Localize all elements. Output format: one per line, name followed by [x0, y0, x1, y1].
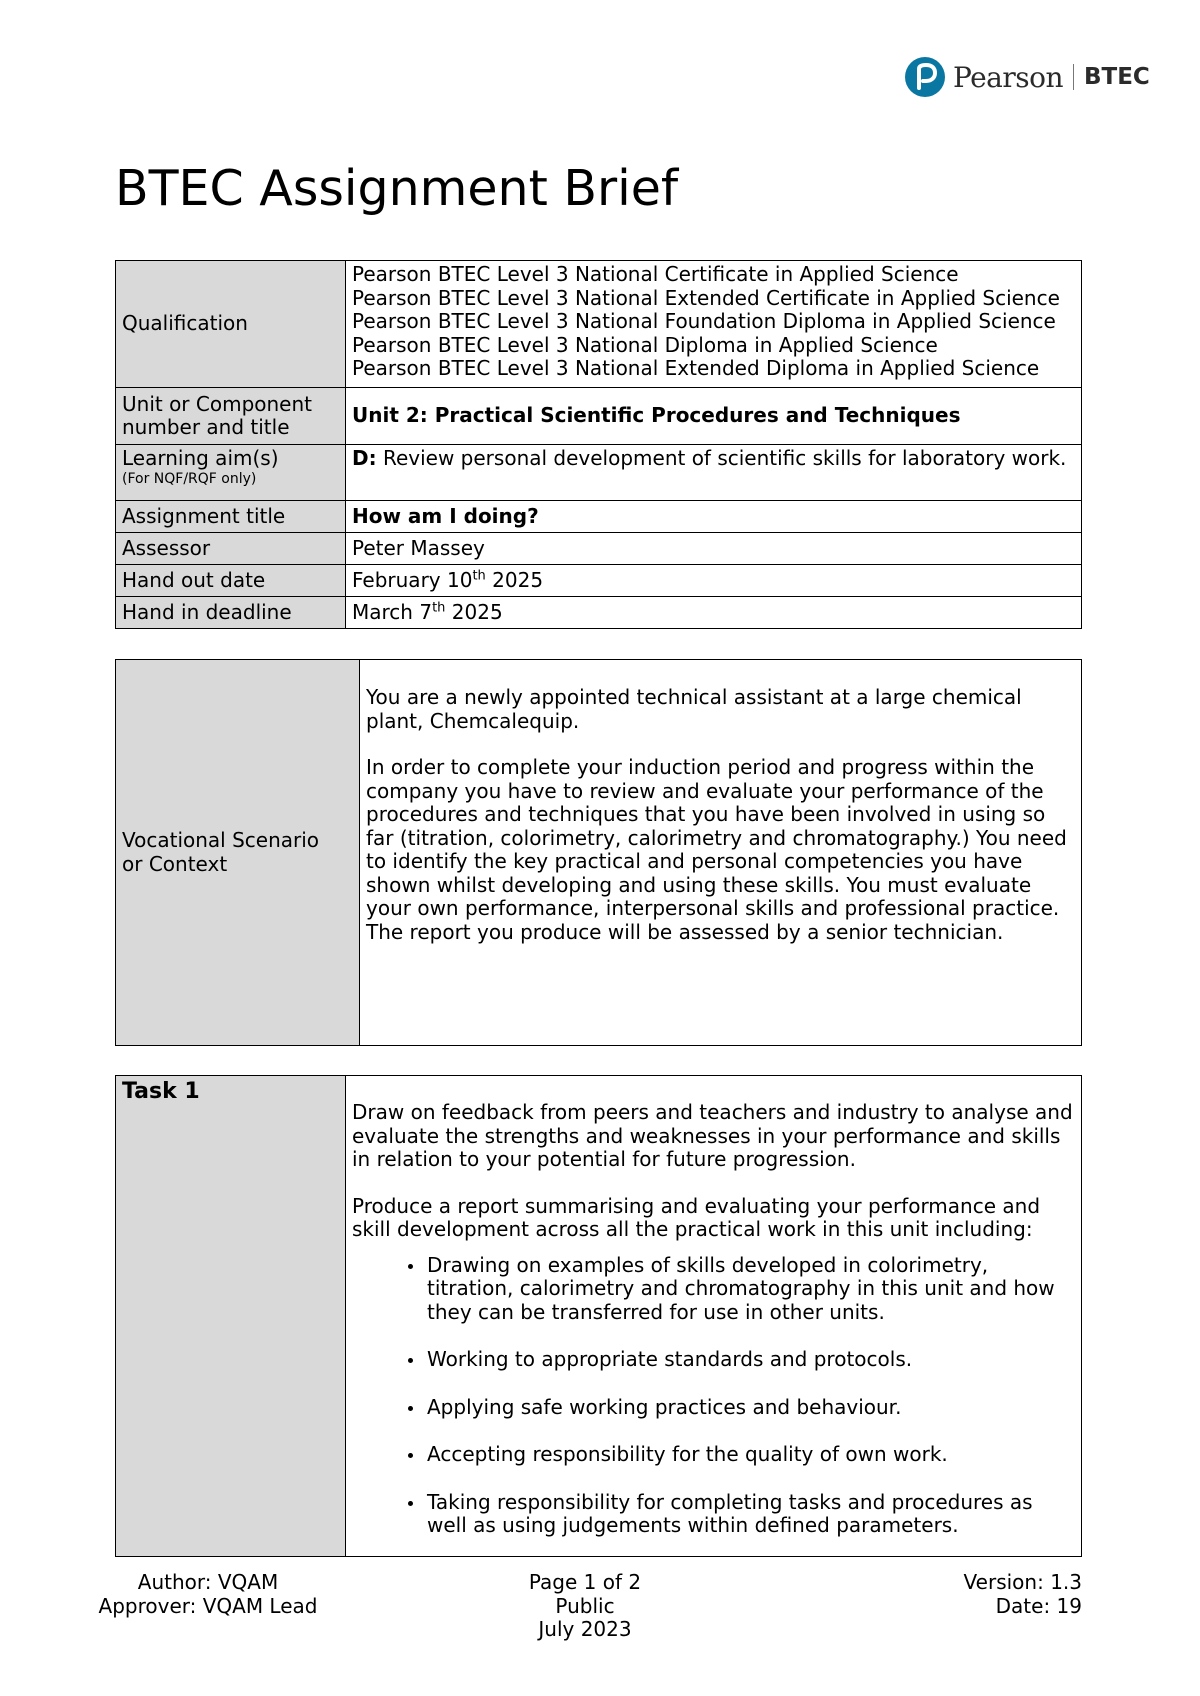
deadline-value — [346, 597, 1082, 629]
qualification-row — [116, 261, 1082, 388]
task-bullet-item: • Accepting responsibility for the quality of own work. — [425, 1443, 1075, 1467]
task-bullet-list — [352, 1254, 1075, 1538]
learning-aim-row — [116, 445, 1082, 501]
footer-page-number: Page 1 of 2 — [528, 1570, 642, 1594]
learning-aim-label-text: Learning aim(s) — [122, 446, 279, 470]
unit-row — [116, 388, 1082, 445]
learning-aim-label — [116, 445, 346, 501]
learning-aim-value — [346, 445, 1082, 501]
footer-date-continued: July 2023 — [538, 1617, 632, 1641]
assignment-title-label: Assignment title — [116, 501, 346, 533]
pearson-btec-logo — [905, 52, 1150, 102]
scenario-row — [116, 660, 1082, 1046]
hand-out-date-post: 2025 — [485, 567, 544, 592]
qualification-label: Qualification — [116, 261, 346, 388]
hand-out-date-pre: February 10 — [352, 567, 473, 592]
footer-author: Author: VQAM — [137, 1570, 279, 1594]
footer-classification: Public — [555, 1593, 615, 1618]
footer-date: Date: 19 — [995, 1593, 1082, 1618]
deadline-date-pre: March 7 — [352, 599, 433, 624]
logo-brand-text: Pearson — [953, 60, 1063, 94]
deadline-date-post: 2025 — [445, 599, 503, 624]
scenario-paragraph: You are a newly appointed technical assistant at a large chemical plant, Chemcalequip. — [366, 685, 1022, 733]
document-title: BTEC Assignment Brief — [115, 160, 679, 217]
task-bullet-item: • Drawing on examples of skills developed in colorimetry, titration, calorimetry and chromatography in this unit and how they can be transferred for use in other units. — [425, 1254, 1075, 1325]
footer-version: Version: 1.3 — [963, 1570, 1082, 1594]
qualification-line: Pearson BTEC Level 3 National Certificate in Applied Science — [352, 262, 959, 286]
qualification-line: Pearson BTEC Level 3 National Extended Certificate in Applied Science — [352, 285, 1060, 310]
hand-out-date-sup: th — [472, 568, 486, 584]
task-bullet-item: • Applying safe working practices and behaviour. — [425, 1396, 1075, 1420]
assessor-value: Peter Massey — [346, 533, 1082, 565]
logo-divider — [1073, 64, 1074, 90]
scenario-label-text: Vocational Scenario or Context — [122, 828, 320, 876]
scenario-label — [116, 660, 360, 1046]
qualification-line: Pearson BTEC Level 3 National Extended Diploma in Applied Science — [352, 356, 1040, 380]
deadline-label: Hand in deadline — [116, 597, 346, 629]
task-paragraph: Draw on feedback from peers and teachers and industry to analyse and evaluate the strengths and weaknesses in your performance and skills in relation to your potential for future progression. — [352, 1100, 1073, 1171]
task-content — [346, 1076, 1082, 1557]
qualification-line: Pearson BTEC Level 3 National Diploma in Applied Science — [352, 332, 938, 357]
qualification-value — [346, 261, 1082, 388]
assignment-details-table — [115, 260, 1082, 629]
scenario-paragraph: In order to complete your induction period and progress within the company you have to review and evaluate your performance of the procedures and techniques that you have been involved in using so far (titration, colorimetry, calorimetry and chromatography.) You need to identify the key practical and personal competencies you have shown whilst developing and using these skills. You must evaluate your own performance, interpersonal skills and professional practice. The report you produce will be assessed by a senior technician. — [366, 755, 1067, 944]
unit-label: Unit or Component number and title — [116, 388, 346, 445]
qualification-line: Pearson BTEC Level 3 National Foundation Diploma in Applied Science — [352, 309, 1056, 333]
logo-product-text: BTEC — [1084, 64, 1150, 90]
footer-approver: Approver: VQAM Lead — [98, 1593, 318, 1618]
task-bullet-item: • Working to appropriate standards and protocols. — [425, 1348, 1075, 1372]
hand-out-label: Hand out date — [116, 565, 346, 597]
learning-aim-prefix: D: — [352, 446, 377, 470]
task-table — [115, 1075, 1082, 1557]
learning-aim-text: Review personal development of scientific skills for laboratory work. — [382, 446, 1067, 470]
learning-aim-note: (For NQF/RQF only) — [122, 470, 257, 487]
task-bullet-item: • Taking responsibility for completing tasks and procedures as well as using judgements within defined parameters. — [425, 1491, 1075, 1538]
footer-left — [78, 1571, 338, 1618]
assessor-row — [116, 533, 1082, 565]
task-label: Task 1 — [116, 1076, 346, 1557]
deadline-row — [116, 597, 1082, 629]
pearson-logo-icon — [905, 57, 945, 97]
footer-right — [880, 1571, 1082, 1618]
assessor-label: Assessor — [116, 533, 346, 565]
hand-out-value — [346, 565, 1082, 597]
task-paragraph: Produce a report summarising and evaluating your performance and skill development across all the practical work in this unit including: — [352, 1193, 1041, 1241]
scenario-content — [360, 660, 1082, 1046]
unit-value: Unit 2: Practical Scientific Procedures and Techniques — [346, 388, 1082, 445]
deadline-date-sup: th — [432, 600, 446, 616]
hand-out-row — [116, 565, 1082, 597]
scenario-table — [115, 659, 1082, 1046]
task-row — [116, 1076, 1082, 1557]
assignment-title-value: How am I doing? — [346, 501, 1082, 533]
footer-center — [460, 1571, 710, 1642]
assignment-title-row — [116, 501, 1082, 533]
